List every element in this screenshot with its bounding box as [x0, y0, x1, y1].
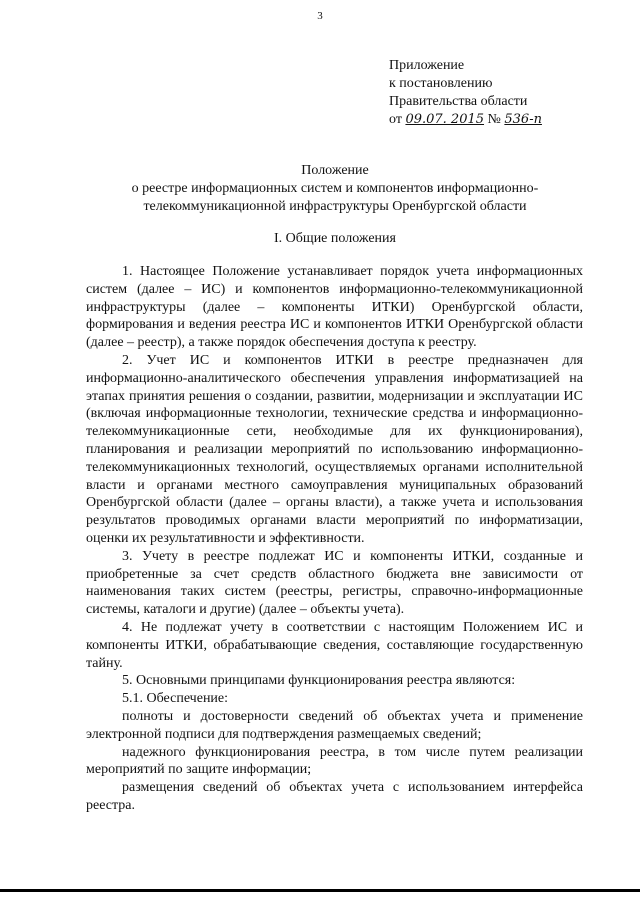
number-sign: №: [487, 112, 501, 127]
paragraph: надежного функционирования реестра, в том числе путем реализации мероприятий по защите информации;: [86, 744, 583, 778]
appendix-line: к постановлению: [389, 76, 493, 91]
paragraph: полноты и достоверности сведений об объектах учета и применение электронной подписи для подтверждения размещаемых сведений;: [86, 708, 583, 742]
paragraph: 5. Основными принципами функционирования реестра являются:: [122, 673, 516, 689]
section-heading: I. Общие положения: [274, 231, 396, 246]
paragraph: 1. Настоящее Положение устанавливает порядок учета информационных систем (далее – ИС) и компонентов информационно-телекоммуникационной инфраструктуры (далее – компоненты ИТКИ) Оренбургской области, формирования и ведения реестра ИС и компонентов ИТКИ Оренбургской области (далее – реестр), а также порядок обеспечения доступа к реестру.: [86, 264, 583, 351]
paragraph: 2. Учет ИС и компонентов ИТКИ в реестре предназначен для информационно-аналитического обеспечения управления информатизацией на этапах принятия решения о создании, развитии, модернизации и эксплуатации ИС (включая информационные технологии, технические средства и информационно-телекоммуникационные сети, необходимые для их функционирования), планирования и реализации мероприятий по использованию информационно-телекоммуникационных технологий, осуществляемых органами исполнительной власти и органами местного самоуправления муниципальных образований Оренбургской области (далее – органы власти), а также учета и использования результатов проводимых органами власти мероприятий по информатизации, оценки их результативности и эффективности.: [86, 352, 583, 546]
paragraph: 5.1. Обеспечение:: [122, 691, 229, 707]
paragraph: 4. Не подлежат учету в соответствии с настоящим Положением ИС и компоненты ИТКИ, обрабатывающие сведения, составляющие государственную тайну.: [86, 619, 583, 671]
appendix-line: Правительства области: [389, 94, 528, 109]
paragraph: 3. Учету в реестре подлежат ИС и компоненты ИТКИ, созданные и приобретенные за счет средств областного бюджета вне зависимости от наименования таких систем (реестры, регистры, справочно-информационные системы, каталоги и другие) (далее – объекты учета).: [86, 548, 583, 618]
paragraph: размещения сведений об объектах учета с использованием интерфейса реестра.: [86, 780, 583, 813]
bottom-border: [0, 889, 640, 892]
document-title: [100, 162, 570, 216]
title-subtitle: о реестре информационных систем и компонентов информационно-телекоммуникационной инфраструктуры Оренбургской области: [131, 181, 539, 214]
title-heading: Положение: [301, 163, 369, 178]
appendix-date-line: [389, 111, 542, 129]
handwritten-number: 536-п: [504, 112, 542, 127]
date-prefix: от: [389, 112, 402, 127]
appendix-line: Приложение: [389, 58, 465, 73]
document-body: [86, 263, 583, 815]
page-number: 3: [317, 10, 323, 22]
handwritten-date: 09.07. 2015: [405, 112, 485, 127]
appendix-block: [389, 57, 542, 129]
